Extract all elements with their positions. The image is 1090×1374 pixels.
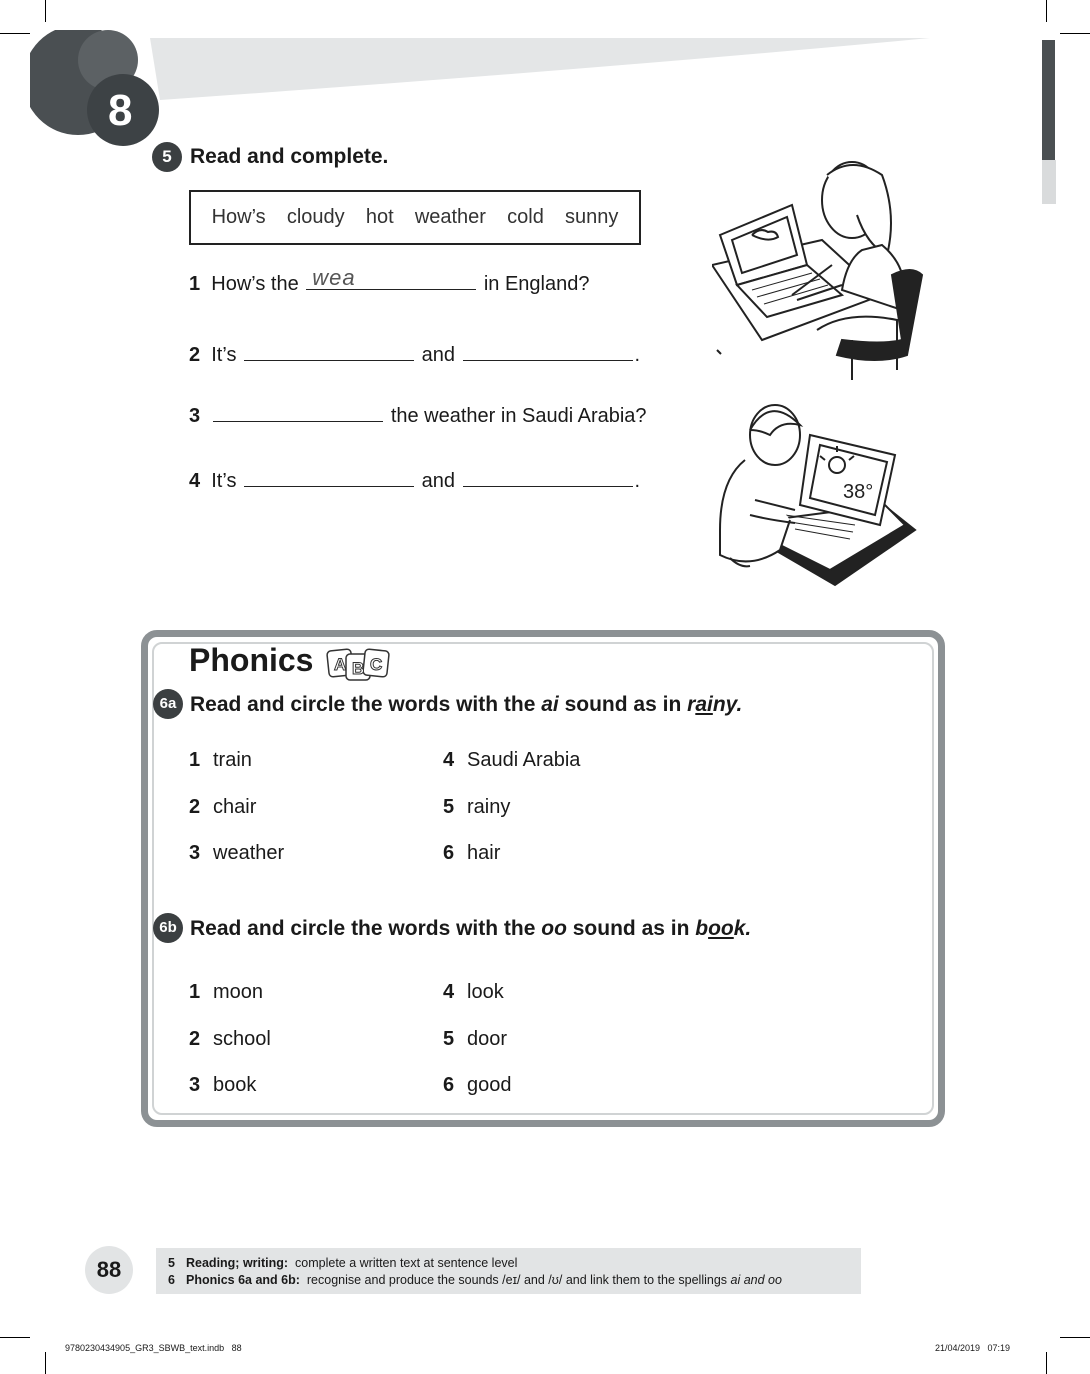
exercise-6b-title: Read and circle the words with the oo sound as in book. [190,917,752,940]
answer-blank[interactable] [213,401,383,422]
girl-laptop-illustration [712,155,937,385]
word-box [189,190,641,245]
example-answer: wea [312,265,356,290]
phonics-word[interactable]: 4 look [443,981,504,1003]
word-box-item: cold [507,206,544,228]
item-number: 2 [189,344,201,366]
answer-blank[interactable] [463,340,633,361]
crop-mark [0,33,30,34]
answer-blank[interactable] [463,466,633,487]
exercise-5-item-2 [189,340,640,367]
word-box-item: sunny [565,206,619,228]
exercise-5-item-3 [189,401,647,428]
date-info: 21/04/2019 07:19 [935,1343,1011,1353]
abc-letter: C [370,655,383,674]
abc-blocks-icon [326,646,392,682]
side-tab [1042,160,1056,204]
exercise-6a-badge: 6a [153,689,183,719]
crop-mark [1060,33,1090,34]
boy-laptop-illustration [715,400,920,590]
item-text: . [634,470,641,492]
phonics-word[interactable]: 3 weather [189,842,285,864]
phonics-word[interactable]: 4 Saudi Arabia [443,749,581,771]
phonics-word[interactable]: 1 train [189,749,252,771]
crop-mark [1060,1337,1090,1338]
crop-mark [45,1352,46,1374]
crop-mark [45,0,46,22]
unit-number: 8 [108,86,133,135]
file-info: 9780230434905_GR3_SBWB_text.indb 88 [65,1343,242,1353]
item-text: in England? [483,273,590,295]
item-text: How’s the [211,273,299,295]
word-box-item: hot [365,206,394,228]
item-text: and [421,344,455,366]
item-number: 3 [189,405,201,427]
word-box-item: cloudy [286,206,345,228]
answer-blank[interactable] [244,340,414,361]
exercise-5-item-4 [189,466,640,493]
phonics-word[interactable]: 3 book [189,1074,257,1096]
word-box-item: How’s [211,206,266,228]
abc-letter: B [352,659,365,678]
item-text: the weather in Saudi Arabia? [390,405,647,427]
page-number: 88 [85,1246,133,1294]
phonics-word[interactable]: 5 rainy [443,796,511,818]
curriculum-note-5: 5 Reading; writing: complete a written text at sentence level [168,1256,518,1270]
phonics-word[interactable]: 6 hair [443,842,501,864]
answer-blank[interactable] [306,265,476,290]
abc-letter: A [334,655,347,674]
item-number: 1 [189,273,201,295]
phonics-title: Phonics [189,642,314,678]
item-text: It’s [211,470,237,492]
phonics-word[interactable]: 1 moon [189,981,264,1003]
crop-mark [0,1337,30,1338]
word-box-item: weather [414,206,486,228]
exercise-5-item-1 [189,265,590,296]
phonics-word[interactable]: 6 good [443,1074,512,1096]
item-number: 4 [189,470,201,492]
phonics-word[interactable]: 2 chair [189,796,257,818]
curriculum-note-6: 6 Phonics 6a and 6b: recognise and produce the sounds /eɪ/ and /ʊ/ and link them to the spellings ai and oo [168,1273,782,1287]
curriculum-notes [156,1248,861,1294]
exercise-6b-badge: 6b [153,913,183,943]
phonics-word[interactable]: 5 door [443,1028,508,1050]
crop-mark [1046,0,1047,22]
exercise-5-badge: 5 [152,142,182,172]
laptop-temperature: 38° [843,481,874,503]
crop-mark [1046,1352,1047,1374]
item-text: . [634,344,641,366]
item-text: It’s [211,344,237,366]
exercise-6a-title: Read and circle the words with the ai sound as in rainy. [190,693,743,716]
answer-blank[interactable] [244,466,414,487]
exercise-5-title: Read and complete. [190,145,389,168]
phonics-word[interactable]: 2 school [189,1028,271,1050]
item-text: and [421,470,455,492]
